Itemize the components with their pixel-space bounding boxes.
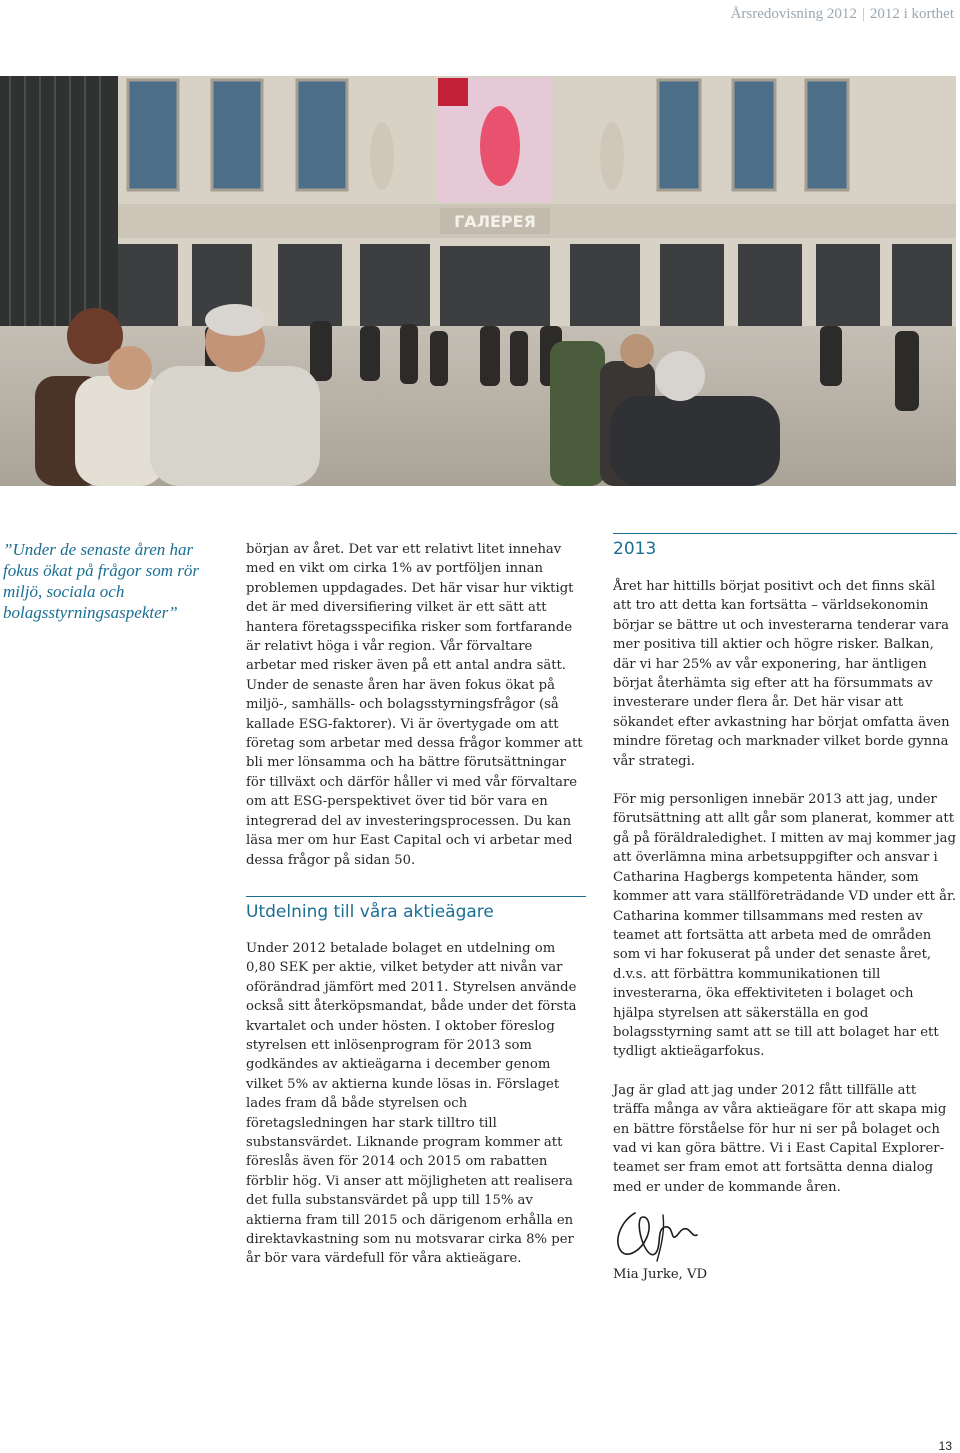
middle-paragraph-2: Under 2012 betalade bolaget en utdelning om 0,80 SEK per aktie, vilket betyder att nivån var oförändrad jämfört med 2011. Styrelsen använde också sitt återköpsmandat, både under det första kvartalet och under hösten. I oktober föreslog styrelsen ett inlösenprogram för 2013 som godkändes av aktieägarna i december genom vilket 5% av aktierna kunde lösas in. Förslaget lades fram då både styrelsen och företagsledningen har stark tilltro till substansvärdet. Liknande program kommer att föreslås även för 2014 och 2015 om rabatten förblir hög. Vi anser att möjligheten att realisera det fulla substansvärdet på upp till 15% av aktierna fram till 2015 och därigenom erhålla en direktavkastning som nu motsvarar cirka 8% per år bör vara värdefull för våra aktieägare. bbox=[246, 940, 577, 1267]
pull-quote: ”Under de senaste åren har fokus ökat på frågor som rör miljö, sociala och bolagsstyrningsaspekter” bbox=[3, 540, 199, 622]
year-heading: 2013 bbox=[613, 539, 657, 559]
signature-image bbox=[613, 1207, 703, 1265]
middle-column bbox=[246, 540, 586, 1269]
right-paragraph-2: För mig personligen innebär 2013 att jag, under förutsättning att allt går som planerat, kommer att gå på föräldraledighet. I mitten av maj kommer jag att överlämna mina arbetsuppgifter och ansvar i Catharina Hagbergs kompetenta händer, som kommer att vara ställföreträdande VD under ett år. Catharina kommer tillsammans med resten av teamet att fortsätta att arbeta med de områden som vi har fokuserat på under det senaste året, d.v.s. att förbättra kommunikationen till investerarna, öka effektiviteten i bolaget och hjälpa styrelsen att säkerställa en god bolagsstyrning samt att se till att bolaget har ett tydligt aktieägarfokus. bbox=[613, 792, 957, 1060]
photo-illustration bbox=[0, 76, 956, 486]
right-column bbox=[613, 533, 957, 1285]
middle-paragraph-1: början av året. Det var ett relativt litet innehav med en vikt om cirka 1% av portföljen innan problemen uppdagades. Det här visar hur viktigt det är med diversifiering vilket är ett sätt att hantera företagsspecifika risker som fortfarande är relativt höga i vår region. Vår förvaltare arbetar med risker även på ett antal andra sätt. Under de senaste åren har även fokus ökat på miljö-, samhälls- och bolagsstyrningsfrågor (så kallade ESG-faktorer). Vi är övertygade om att företag som arbetar med dessa frågor kommer att bli mer lönsamma och ha bättre förutsättningar för tillväxt och därför håller vi med vår förvaltare om att ESG-perspektivet över tid bör vara en integrerad del av investeringsprocessen. Du kan läsa mer om hur East Capital och vi arbetar med dessa frågor på sidan 50. bbox=[246, 542, 583, 868]
galereya-sign-text: ГАЛЕРЕЯ bbox=[454, 212, 536, 231]
report-title: Årsredovisning 2012 bbox=[730, 6, 857, 22]
header-separator: | bbox=[861, 6, 865, 22]
galereya-photo bbox=[0, 76, 956, 486]
page-header bbox=[731, 6, 954, 23]
section-divider bbox=[246, 896, 586, 897]
right-paragraph-3: Jag är glad att jag under 2012 fått tillfälle att träffa många av våra aktieägare för att skapa mig en bättre förståelse för hur ni ser på bolaget och vad vi kan göra bättre. Vi i East Capital Explorer-teamet ser fram emot att fortsätta denna dialog med er under de kommande åren. bbox=[613, 1082, 947, 1195]
section-title: 2012 i korthet bbox=[869, 6, 954, 22]
signature-name: Mia Jurke, VD bbox=[613, 1267, 708, 1283]
page-number: 13 bbox=[938, 1439, 952, 1453]
dividend-heading: Utdelning till våra aktieägare bbox=[246, 901, 494, 922]
right-paragraph-1: Året har hittills börjat positivt och det finns skäl att tro att detta kan fortsätta – världsekonomin börjar se bättre ut och investerarna tenderar vara mer positiva till aktier och högre risker. Balkan, där vi har 25% av vår exponering, har äntligen börjat återhämta sig efter att ha försummats av investerare under flera år. Det här visar att sökandet efter avkastning har börjat omfatta även mindre företag och marknader vilket borde gynna vår strategi. bbox=[613, 579, 950, 769]
section-divider bbox=[613, 533, 957, 534]
